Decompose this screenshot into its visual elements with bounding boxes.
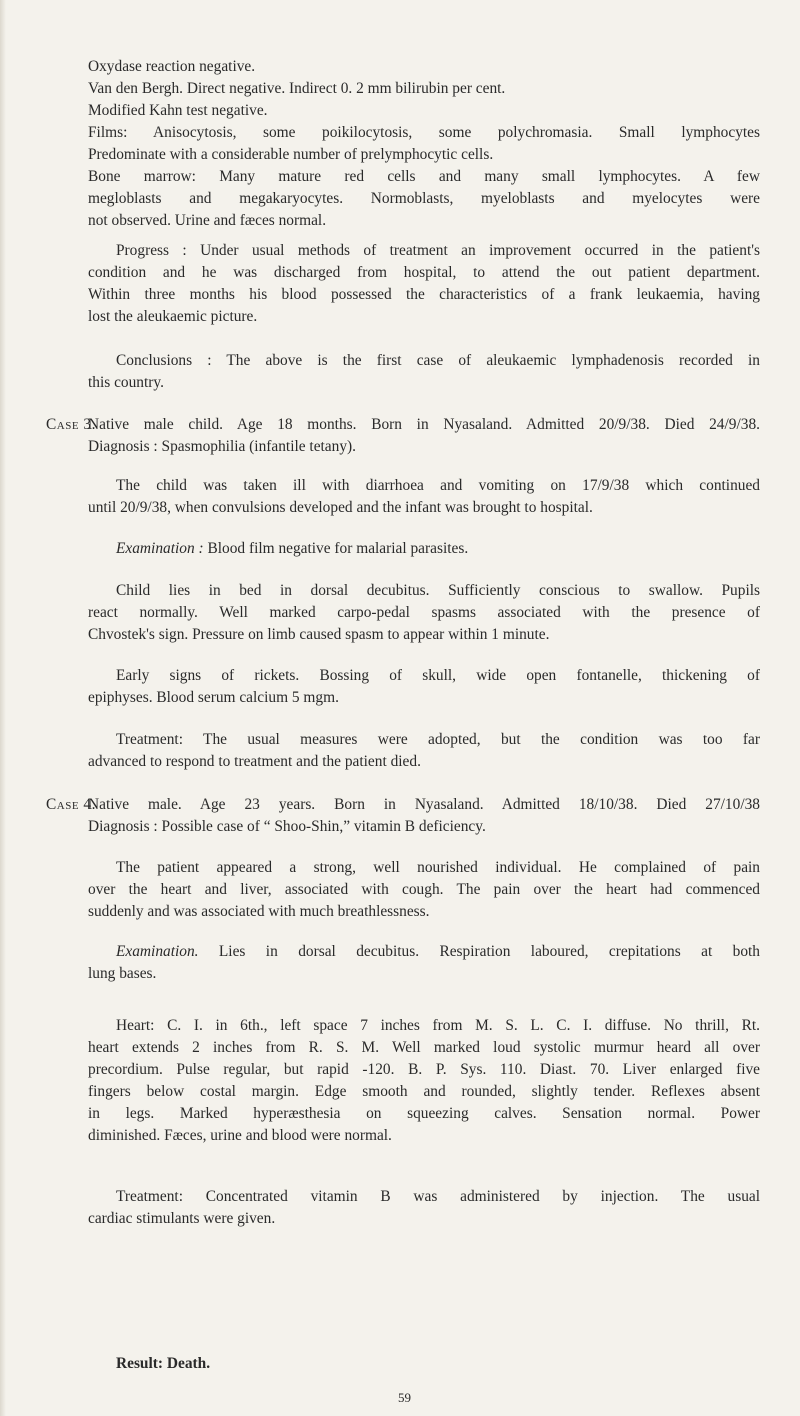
text-line: over the heart and liver, associated with cough. The pain over the heart had commenced bbox=[88, 881, 760, 898]
text-line: precordium. Pulse regular, but rapid -120. B. P. Sys. 110. Diast. 70. Liver enlarged five bbox=[88, 1061, 760, 1078]
text-line: Conclusions : The above is the first case of aleukaemic lymphadenosis recorded in bbox=[116, 352, 760, 369]
case-4-result bbox=[116, 1353, 516, 1375]
text-line: cardiac stimulants were given. bbox=[88, 1210, 276, 1227]
examination-heading: Examination : bbox=[116, 540, 204, 557]
text-line: fingers below costal margin. Edge smooth and rounded, slightly tender. Reflexes absent bbox=[88, 1083, 760, 1100]
text-line: Early signs of rickets. Bossing of skull, wide open fontanelle, thickening of bbox=[116, 667, 760, 684]
result-line: Result: Death. bbox=[116, 1355, 211, 1372]
text-line: condition and he was discharged from hospital, to attend the out patient department. bbox=[88, 264, 760, 281]
text-line: Child lies in bed in dorsal decubitus. Sufficiently conscious to swallow. Pupils bbox=[116, 582, 760, 599]
text-line: The patient appeared a strong, well nourished individual. He complained of pain bbox=[116, 859, 760, 876]
case-3-label: Case 3. bbox=[46, 416, 96, 433]
text-line: diminished. Fæces, urine and blood were normal. bbox=[88, 1127, 392, 1144]
case-4-treatment bbox=[88, 1186, 760, 1230]
text-line: Oxydase reaction negative. bbox=[88, 58, 256, 75]
case-4-examination bbox=[88, 941, 760, 985]
conclusions-paragraph bbox=[88, 350, 760, 394]
text-line: Films: Anisocytosis, some poikilocytosis, some polychromasia. Small lymphocytes bbox=[88, 124, 760, 141]
text-line: advanced to respond to treatment and the patient died. bbox=[88, 753, 421, 770]
text-line: Within three months his blood possessed the characteristics of a frank leukaemia, having bbox=[88, 286, 760, 303]
text-line: Heart: C. I. in 6th., left space 7 inches from M. S. L. C. I. diffuse. No thrill, Rt. bbox=[116, 1017, 760, 1034]
text-line: lung bases. bbox=[88, 965, 157, 982]
text-line: Bone marrow: Many mature red cells and many small lymphocytes. A few bbox=[88, 168, 760, 185]
text-line: not observed. Urine and fæces normal. bbox=[88, 212, 327, 229]
text-line: Van den Bergh. Direct negative. Indirect 0. 2 mm bilirubin per cent. bbox=[88, 80, 506, 97]
page-number: 59 bbox=[398, 1390, 411, 1405]
text-line: Progress : Under usual methods of treatment an improvement occurred in the patient's bbox=[116, 242, 760, 259]
text-line: Native male. Age 23 years. Born in Nyasaland. Admitted 18/10/38. Died 27/10/38 bbox=[88, 796, 760, 813]
lab-results-block bbox=[88, 56, 760, 232]
text-line bbox=[88, 941, 760, 963]
text-line: suddenly and was associated with much breathlessness. bbox=[88, 903, 430, 920]
text-line: megloblasts and megakaryocytes. Normoblasts, myeloblasts and myelocytes were bbox=[88, 190, 760, 207]
examination-text: Lies in dorsal decubitus. Respiration laboured, crepitations at both bbox=[198, 943, 760, 960]
text-line: react normally. Well marked carpo-pedal spasms associated with the presence of bbox=[88, 604, 760, 621]
text-line: Modified Kahn test negative. bbox=[88, 102, 268, 119]
case-3-rickets bbox=[88, 665, 760, 709]
text-line: in legs. Marked hyperæsthesia on squeezing calves. Sensation normal. Power bbox=[88, 1105, 760, 1122]
text-line: epiphyses. Blood serum calcium 5 mgm. bbox=[88, 689, 339, 706]
text-line: until 20/9/38, when convulsions developed and the infant was brought to hospital. bbox=[88, 499, 593, 516]
case-4-heart bbox=[88, 1015, 760, 1147]
case-3-header bbox=[88, 414, 760, 458]
text-line: Native male child. Age 18 months. Born in Nyasaland. Admitted 20/9/38. Died 24/9/38. bbox=[88, 416, 760, 433]
text-line: Diagnosis : Possible case of “ Shoo-Shin,” vitamin B deficiency. bbox=[88, 818, 486, 835]
text-line: Predominate with a considerable number of prelymphocytic cells. bbox=[88, 146, 494, 163]
case-4-header bbox=[88, 794, 760, 838]
text-line: heart extends 2 inches from R. S. M. Well marked loud systolic murmur heard all over bbox=[88, 1039, 760, 1056]
text-line: Treatment: The usual measures were adopted, but the condition was too far bbox=[116, 731, 760, 748]
case-3-findings bbox=[88, 580, 760, 646]
text-line: Chvostek's sign. Pressure on limb caused spasm to appear within 1 minute. bbox=[88, 626, 550, 643]
case-3-examination bbox=[116, 538, 760, 560]
case-4-label: Case 4. bbox=[46, 796, 96, 813]
examination-text: Blood film negative for malarial parasites. bbox=[203, 540, 469, 557]
examination-heading: Examination. bbox=[116, 943, 199, 960]
case-3-treatment bbox=[88, 729, 760, 773]
text-line: The child was taken ill with diarrhoea and vomiting on 17/9/38 which continued bbox=[116, 477, 760, 494]
text-line bbox=[116, 538, 760, 560]
text-line: Treatment: Concentrated vitamin B was administered by injection. The usual bbox=[116, 1188, 760, 1205]
text-line: Diagnosis : Spasmophilia (infantile tetany). bbox=[88, 438, 357, 455]
text-line: lost the aleukaemic picture. bbox=[88, 308, 258, 325]
page-edge-shadow bbox=[0, 0, 6, 1416]
progress-paragraph bbox=[88, 240, 760, 328]
text-line: this country. bbox=[88, 374, 164, 391]
case-4-history bbox=[88, 857, 760, 923]
case-3-history bbox=[88, 475, 760, 519]
